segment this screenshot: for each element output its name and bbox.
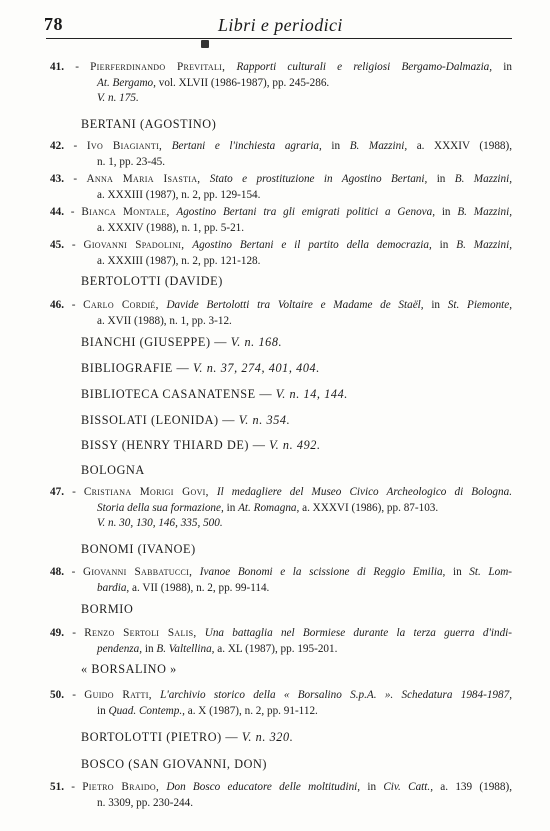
page-header — [0, 0, 550, 40]
entry-41-cross-ref: V. n. 175. — [97, 92, 139, 105]
heading-bormio: BORMIO — [81, 602, 134, 616]
entry-47: 47. - Cristiana Morigi Govi, Il medagliere del Museo Civico Archeologico di Bologna. Storia della sua formazione, in At. Romagna, a. XXXVI (1986), pp. 87-103. V. n. 30, 130, 146, 335, 500. — [50, 486, 512, 530]
heading-bertolotti: BERTOLOTTI (DAVIDE) — [81, 274, 223, 288]
heading-bosco: BOSCO (SAN GIOVANNI, DON) — [81, 757, 268, 771]
entry-50: 50. - Guido Ratti, L'archivio storico della « Borsalino S.p.A. ». Schedatura 1984-1987, in Quad. Contemp., a. X (1987), n. 2, pp. 91-112. — [50, 689, 512, 717]
heading-bortolotti: BORTOLOTTI (PIETRO) — V. n. 320. — [81, 730, 294, 744]
heading-bonomi: BONOMI (IVANOE) — [81, 542, 196, 556]
entry-51: 51. - Pietro Braido, Don Bosco educatore delle moltitudini, in Civ. Catt., a. 139 (1988), n. 3309, pp. 230-244. — [50, 781, 512, 809]
ink-smudge — [201, 40, 209, 48]
heading-bissolati: BISSOLATI (LEONIDA) — V. n. 354. — [81, 413, 291, 427]
entry-49: 49. - Renzo Sertoli Salis, Una battaglia nel Bormiese durante la terza guerra d'indi- pendenza, in B. Valtellina, a. XL (1987), pp. 195-201. — [50, 627, 512, 655]
heading-borsalino: « BORSALINO » — [81, 662, 177, 676]
heading-bissy: BISSY (HENRY THIARD DE) — V. n. 492. — [81, 438, 321, 452]
entry-42: 42. - Ivo Biagianti, Bertani e l'inchiesta agraria, in B. Mazzini, a. XXXIV (1988), n. 1, pp. 23-45. — [50, 140, 513, 168]
entry-41-line-1: 41. - Pierferdinando Previtali, Rapporti culturali e religiosi Bergamo-Dalmazia, in — [50, 61, 512, 73]
heading-bibliografie: BIBLIOGRAFIE — V. n. 37, 274, 401, 404. — [81, 361, 320, 375]
entry-46: 46. - Carlo Cordié, Davide Bertolotti tra Voltaire e Madame de Staël, in St. Piemonte, a. XVII (1988), n. 1, pp. 3-12. — [50, 299, 513, 327]
running-title: Libri e periodici — [218, 15, 343, 35]
heading-bianchi: BIANCHI (GIUSEPPE) — V. n. 168. — [81, 335, 283, 349]
entry-45: 45. - Giovanni Spadolini, Agostino Bertani e il partito della democrazia, in B. Mazzini, a. XXXIII (1987), n. 2, pp. 121-128. — [50, 239, 512, 267]
header-rule — [46, 38, 512, 39]
heading-bertani: BERTANI (AGOSTINO) — [81, 117, 217, 131]
entry-41-line-2: At. Bergamo, vol. XLVII (1986-1987), pp. 245-286. — [97, 76, 330, 89]
entry-44: 44. - Bianca Montale, Agostino Bertani tra gli emigrati politici a Genova, in B. Mazzini, a. XXXIV (1988), n. 1, pp. 5-21. — [50, 206, 513, 234]
entry-41 — [50, 60, 512, 107]
page-number: 78 — [44, 14, 63, 34]
heading-casanatense: BIBLIOTECA CASANATENSE — V. n. 14, 144. — [81, 387, 348, 401]
entry-48: 48. - Giovanni Sabbatucci, Ivanoe Bonomi e la scissione di Reggio Emilia, in St. Lom- bardia, a. VII (1988), n. 2, pp. 99-114. — [50, 566, 513, 594]
heading-bologna: BOLOGNA — [81, 463, 145, 477]
entry-43: 43. - Anna Maria Isastia, Stato e prostituzione in Agostino Bertani, in B. Mazzini, a. XXXIII (1987), n. 2, pp. 129-154. — [50, 173, 513, 201]
